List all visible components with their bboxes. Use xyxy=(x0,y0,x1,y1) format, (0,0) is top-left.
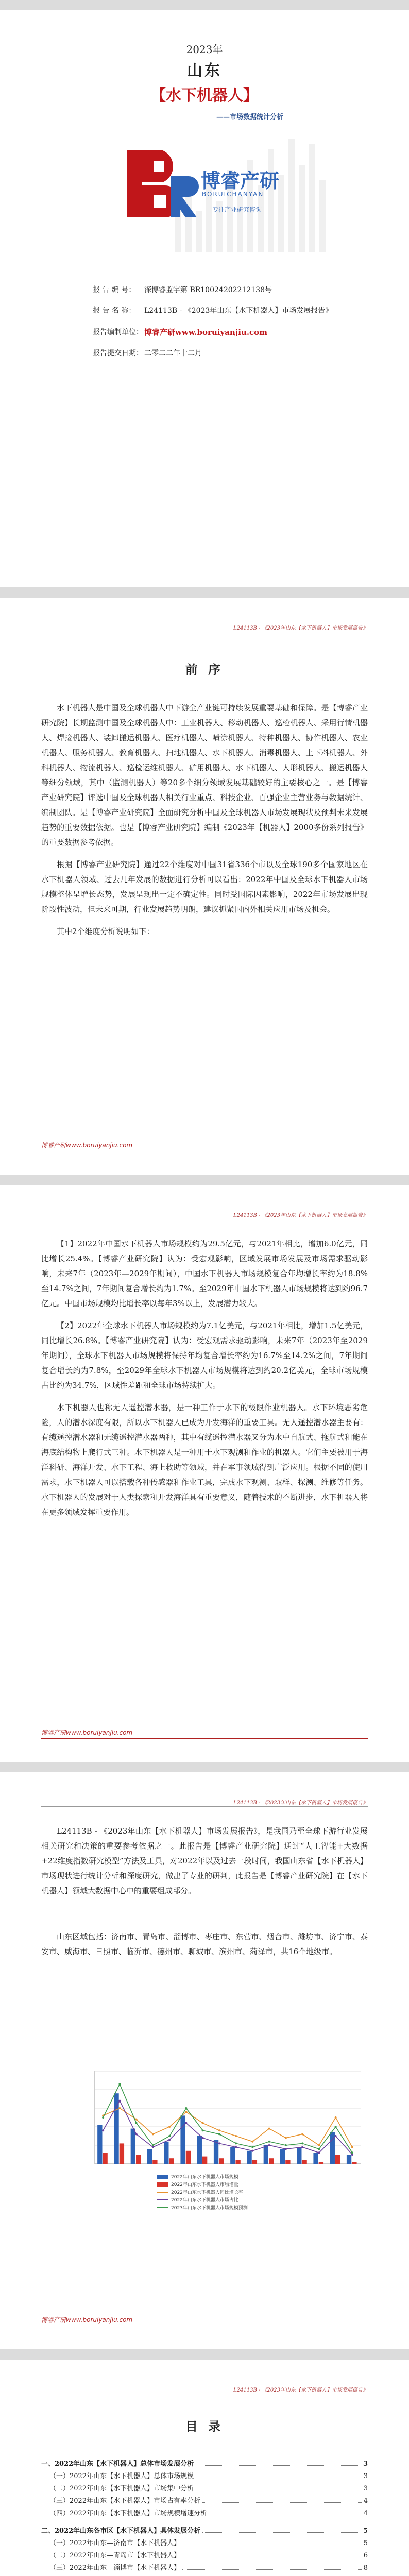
cover-year: 2023年 xyxy=(186,43,223,56)
toc-entry-text: 二、2022年山东各市区【水下机器人】具体发展分析 xyxy=(41,2527,201,2535)
toc-page xyxy=(0,2360,409,2576)
brand-slogan: 专注产业研究咨询 xyxy=(212,206,262,213)
chart-bar xyxy=(313,2153,318,2164)
chart-point xyxy=(235,2142,237,2144)
header-rule xyxy=(41,1806,368,1807)
chart-point xyxy=(285,2137,287,2139)
toc-page-number: 6 xyxy=(363,2552,368,2560)
preface-paragraph: 水下机器人是中国及全球机器人中下游全产业链可持续发展重要基础和保障。是【博睿产业研究院】长期监测中国及全球机器人中：工业机器人、移动机器人、巡检机器人、采用行情机器人、焊接机器人、装卸搬运机器人、医疗机器人、喷涂机器人、特种机器人、协作机器人、农业机器人、服务机器人、教育机器人、扫地机器人、水下机器人、消毒机器人、上下料机器人、外科机器人、物流机器人、巡检运维机器人、矿用机器人、水下机器人、人形机器人、搬运机器人等细分领域，其中（监测机器人）等20多个细分领域发展基础较好的主要核心之一。是【博睿产业研究院】评选中国及全球机器人相关行业重点、科技企业、百强企业主营业务与数据统计、编制团队。是【博睿产业研究院】全面研究分析中国及全球机器人市场发展现状及预判未来发展趋势的重要数据依据。也是【博睿产业研究院】编制《2023年【机器人】2000多份系列报告》的重要数据参考依据。 xyxy=(41,703,368,847)
toc-page-number: 5 xyxy=(363,2539,368,2547)
page-header: L24113B - 《2023年山东【水下机器人】市场发展报告》 xyxy=(233,1800,368,1806)
legend-swatch xyxy=(157,2175,168,2179)
page-header: L24113B - 《2023年山东【水下机器人】市场发展报告》 xyxy=(233,625,368,631)
info-value: L24113B - 《2023年山东【水下机器人】市场发展报告》 xyxy=(144,307,333,315)
info-row-name xyxy=(93,305,361,316)
preface-paragraph: 其中2个维度分析说明如下： xyxy=(57,927,155,936)
chart-point xyxy=(118,2100,121,2102)
info-label: 报 告 名 称： xyxy=(93,307,136,315)
preface-title: 前 序 xyxy=(185,662,224,677)
chart-point xyxy=(268,2141,270,2143)
legend-label: 2022年山东水下机器人市场占比 xyxy=(171,2198,238,2203)
city-chart-svg xyxy=(77,2066,366,2221)
footer-rule xyxy=(41,1738,368,1739)
chart-bar xyxy=(180,2115,185,2164)
chart-point xyxy=(351,2154,353,2156)
chart-bar xyxy=(186,2151,191,2164)
chart-point xyxy=(102,2129,104,2131)
toc-entry[interactable] xyxy=(41,2524,368,2535)
chart-point xyxy=(268,2128,270,2130)
chart-point xyxy=(251,2150,253,2152)
chart-point xyxy=(118,2083,121,2085)
chart-bar xyxy=(247,2151,251,2164)
chart-point xyxy=(318,2151,320,2154)
chart-point xyxy=(268,2144,270,2146)
chart-point xyxy=(135,2133,138,2135)
toc-entry-text: （三）2022年山东【水下机器人】市场占有率分析 xyxy=(49,2497,201,2505)
chart-point xyxy=(135,2122,138,2124)
toc-leader-dots xyxy=(202,2532,361,2533)
chart-point xyxy=(152,2133,154,2135)
chart-bar xyxy=(197,2136,202,2164)
chart-point xyxy=(235,2135,237,2137)
chart-point xyxy=(202,2137,204,2139)
toc-entry[interactable] xyxy=(49,2470,368,2480)
chart-bar xyxy=(152,2160,157,2164)
chart-bar xyxy=(120,2143,124,2164)
legend-swatch xyxy=(157,2182,168,2187)
definition-paragraph: 水下机器人也称无人遥控潜水器，是一种工作于水下的极限作业机器人。水下环境恶劣危险，人的潜水深度有限，所以水下机器人已成为开发海洋的重要工具。无人遥控潜水器主要有：有缆遥控潜水器和无缆遥控潜水器两种，其中有缆遥控潜水器又分为水中自航式、拖航式和能在海底结构物上爬行式三种。水下机器人是一种用于水下观测和作业的机器人。它们主要被用于海洋科研、海洋开发、水下工程、海上救助等领域，并在军事领域得到广泛应用。根据不同的使用需求，水下机器人可以搭载各种传感器和作业工具，完成水下观测、取样、探测、维修等任务。水下机器人的发展对于人类探索和开发海洋具有重要意义，随着技术的不断进步，水下机器人将在更多领域发挥重要作用。 xyxy=(41,1403,368,1517)
cover-page xyxy=(0,10,409,587)
chart-point xyxy=(102,2116,104,2119)
toc-entry[interactable] xyxy=(49,2507,368,2517)
toc-entry[interactable] xyxy=(49,2482,368,2493)
chart-series-line xyxy=(103,2108,352,2147)
preface-page xyxy=(0,598,409,1175)
chart-bar xyxy=(136,2155,141,2164)
chart-point xyxy=(285,2144,287,2146)
info-row-date xyxy=(93,348,361,358)
chart-point xyxy=(335,2135,337,2137)
toc-page-number: 3 xyxy=(363,2460,368,2468)
chart-point xyxy=(168,2139,171,2141)
chart-bar xyxy=(264,2145,268,2164)
toc-entry-text: （二）2022年山东【水下机器人】市场集中分析 xyxy=(49,2485,194,2493)
toc-leader-dots xyxy=(196,2465,361,2466)
chart-bar xyxy=(252,2160,257,2164)
info-value-org: 博睿产研www.boruiyanjiu.com xyxy=(144,328,268,337)
page-header: L24113B - 《2023年山东【水下机器人】市场发展报告》 xyxy=(233,2387,368,2393)
toc-page-number: 4 xyxy=(363,2497,368,2505)
chart-bar xyxy=(147,2149,152,2164)
cover-subtitle: ——市场数据统计分析 xyxy=(216,113,284,121)
cover-info-block xyxy=(93,284,361,358)
toc-page-number: 4 xyxy=(363,2510,368,2517)
chart-point xyxy=(202,2129,204,2131)
region-cities-paragraph: 山东区域包括：济南市、青岛市、淄博市、枣庄市、东营市、烟台市、潍坊市、济宁市、泰安市、威海市、日照市、临沂市、德州市、聊城市、滨州市、菏泽市，共16个地级市。 xyxy=(41,1932,368,1956)
info-label: 报告编制单位： xyxy=(93,328,143,336)
chart-bar xyxy=(335,2155,340,2164)
toc-entry-text: （一）2022年山东【水下机器人】总体市场规模 xyxy=(49,2472,194,2480)
br-logo-icon xyxy=(122,145,199,223)
chart-bar xyxy=(269,2158,274,2164)
chart-bar xyxy=(280,2149,285,2164)
page-footer: 博睿产研www.boruiyanjiu.com xyxy=(41,1729,133,1736)
chart-bar xyxy=(230,2147,235,2164)
toc-page-number: 5 xyxy=(363,2527,368,2535)
chart-point xyxy=(218,2133,220,2135)
toc-leader-dots xyxy=(182,2569,362,2570)
market-paragraph-global: 【2】2022年全球水下机器人市场规模约为7.1亿美元，与2021年相比，增加1.5亿美元，同比增长26.8%。【博睿产业研究院】认为：受宏观需求驱动影响，未来7年（2023年至2029年期间），全球水下机器人市场规模将保持年均复合增长率约为16.7%至14.2%之间，7年期间复合增长约为7.8%，至2029年全球水下机器人市场规模将达到约20.2亿美元，全球市场规模占比约为34.7%，区域性差距和全球市场持续扩大。 xyxy=(41,1321,368,1390)
toc-entry[interactable] xyxy=(49,2495,368,2505)
cover-region: 山东 xyxy=(187,62,222,80)
toc-entry[interactable] xyxy=(49,2574,368,2576)
chart-point xyxy=(301,2133,303,2135)
toc-entry-text: （三）2022年山东—淄博市【水下机器人】 xyxy=(49,2564,181,2572)
chart-point xyxy=(301,2142,303,2144)
chart-point xyxy=(251,2146,253,2148)
cover-product-title: 【水下机器人】 xyxy=(150,87,259,105)
chart-point xyxy=(318,2144,320,2146)
chart-bar xyxy=(131,2129,135,2164)
chart-bar xyxy=(169,2158,174,2164)
chart-bar xyxy=(97,2125,102,2164)
chart-point xyxy=(118,2107,121,2109)
info-label: 报告提交日期： xyxy=(93,349,143,358)
toc-entry[interactable] xyxy=(49,2562,368,2572)
chart-point xyxy=(235,2146,237,2148)
brand-name-en: BORUICHANYAN xyxy=(202,191,264,198)
chart-point xyxy=(168,2126,171,2128)
toc-entry[interactable] xyxy=(49,2537,368,2547)
chart-point xyxy=(218,2142,220,2144)
legend-label: 2022年山东水下机器人市场规模 xyxy=(171,2175,238,2180)
toc-title: 目 录 xyxy=(185,2419,224,2434)
page-header: L24113B - 《2023年山东【水下机器人】市场发展报告》 xyxy=(233,1213,368,1218)
chart-point xyxy=(335,2116,337,2119)
info-row-number xyxy=(93,284,361,295)
toc-page-number: 8 xyxy=(363,2564,368,2572)
chart-bar xyxy=(219,2158,224,2164)
chart-bar xyxy=(352,2162,356,2164)
info-value: 深博睿监字第 BR10024202212138号 xyxy=(144,286,272,294)
brand-name: 博睿产研 xyxy=(201,170,280,192)
chart-point xyxy=(202,2122,204,2124)
chart-point xyxy=(218,2129,220,2131)
toc-entry-text: （一）2022年山东—济南市【水下机器人】 xyxy=(49,2539,181,2547)
toc-entry-text: （四）2022年山东【水下机器人】市场规模增速分析 xyxy=(49,2510,208,2517)
toc-entry[interactable] xyxy=(41,2458,368,2468)
info-value: 二零二二年十二月 xyxy=(144,349,202,358)
info-label: 报 告 编 号： xyxy=(93,286,136,294)
chart-point xyxy=(185,2122,187,2124)
chart-point xyxy=(251,2141,253,2143)
page-footer: 博睿产研www.boruiyanjiu.com xyxy=(41,1142,133,1149)
content-page-2 xyxy=(0,1772,409,2349)
chart-bar xyxy=(202,2157,207,2164)
chart-point xyxy=(351,2146,353,2148)
toc-page-number: 3 xyxy=(363,2472,368,2480)
chart-point xyxy=(301,2146,303,2148)
page3-body xyxy=(41,1824,368,1959)
chart-point xyxy=(152,2146,154,2148)
chart-bar xyxy=(285,2160,290,2164)
page-footer: 博睿产研www.boruiyanjiu.com xyxy=(41,2316,133,2324)
chart-point xyxy=(185,2111,187,2113)
toc-entry-text: （二）2022年山东—青岛市【水下机器人】 xyxy=(49,2552,181,2560)
chart-point xyxy=(318,2148,320,2150)
toc-page-number: 3 xyxy=(363,2485,368,2493)
city-chart xyxy=(77,2066,366,2221)
chart-bar xyxy=(164,2142,168,2164)
market-paragraph-china: 【1】2022年中国水下机器人市场规模约为29.5亿元，与2021年相比，增加6.0亿元，同比增长25.4%。【博睿产业研究院】认为：受宏观影响，区域发展市场发展及市场需求驱动影响，未来7年（2023年—2029年期间），中国水下机器人市场规模复合年均增长率约为18.8%至14.7%之间，7年期间复合增长约为1.7%。至2029年中国水下机器人市场规模将达到约96.7亿元。中国市场规模均比增长率以每年3%以上，发展潜力较大。 xyxy=(41,1239,368,1308)
toc-entry[interactable] xyxy=(49,2549,368,2560)
toc-leader-dots xyxy=(202,2502,362,2503)
chart-bar xyxy=(302,2160,306,2164)
legend-label: 2023年山东水下机器人市场规模预测 xyxy=(171,2206,248,2211)
preface-body xyxy=(41,701,368,939)
chart-point xyxy=(135,2119,138,2121)
chart-bar xyxy=(347,2155,351,2164)
legend-label: 2022年山东水下机器人同比增长率 xyxy=(171,2190,243,2195)
chart-point xyxy=(185,2107,187,2109)
chart-bar xyxy=(297,2147,301,2164)
chart-point xyxy=(335,2126,337,2128)
chart-bar xyxy=(319,2162,323,2164)
chart-bar xyxy=(103,2153,107,2164)
chart-point xyxy=(152,2144,154,2146)
brand-logo xyxy=(122,145,292,223)
chart-bar xyxy=(235,2160,240,2164)
legend-label: 2022年山东水下机器人市场增量 xyxy=(171,2182,238,2188)
chart-series-line xyxy=(103,2101,352,2155)
preface-paragraph: 根据【博睿产业研究院】通过22个维度对中国31省336个市以及全球190多个国家地区在水下机器人领域、过去几年发展的数据进行分析可以看出：2022年中国及全球水下机器人市场规模整体呈增长态势，发展呈现出一定不确定性。同时受国际因素影响，2022年市场发展出现阶段性波动，但未来可期，行业发展趋势明朗，建议抓紧国内外相关应用市场及机会。 xyxy=(41,860,368,914)
info-row-org xyxy=(93,327,361,337)
page2-body xyxy=(41,1236,368,1520)
chart-point xyxy=(285,2148,287,2150)
chart-point xyxy=(168,2135,171,2137)
chart-point xyxy=(351,2151,353,2154)
toc-entry-text: 一、2022年山东【水下机器人】总体市场发展分析 xyxy=(41,2460,194,2468)
content-page-1 xyxy=(0,1185,409,1762)
report-intro-paragraph: L24113B - 《2023年山东【水下机器人】市场发展报告》，是我国乃至全球下游行业发展相关研究和决策的重要参考依据之一。此报告是【博睿产业研究院】通过“人工智能+大数据+22维度指数研究模型”方法及工具，对2022年以及过去一段时间，我国山东省【水下机器人】市场现状进行统计分析和深度研究，做出了专业的研判，此报告是【博睿产业研究院】在【水下机器人】领域大数据中心中的重要组成部分。 xyxy=(41,1826,368,1895)
